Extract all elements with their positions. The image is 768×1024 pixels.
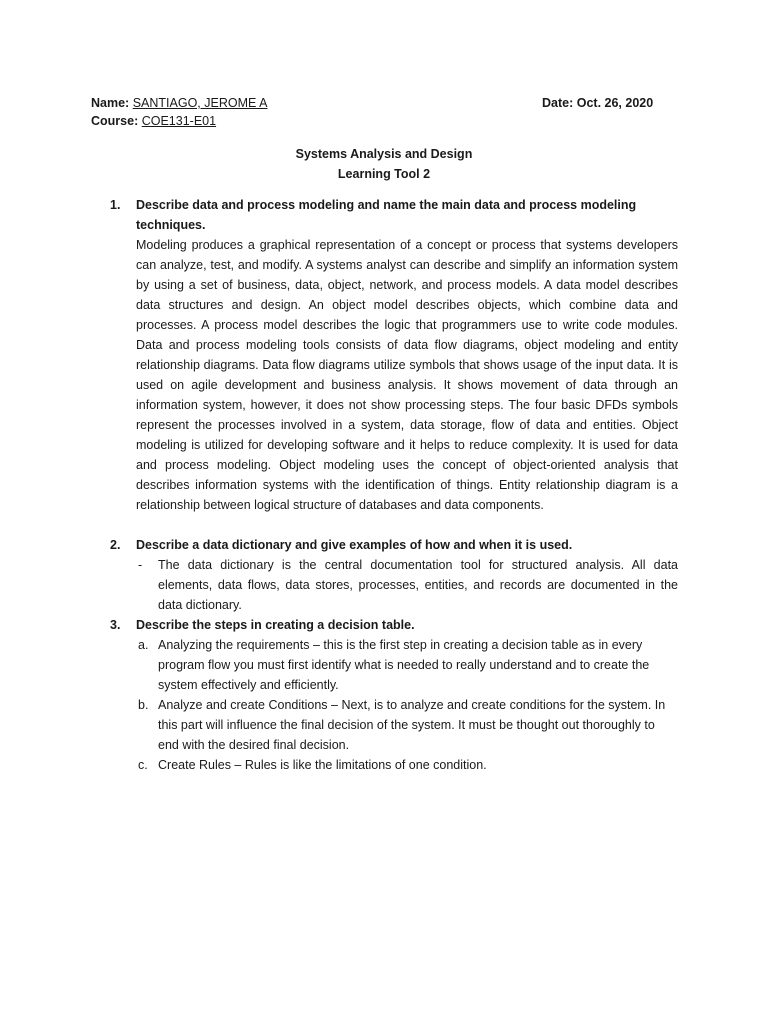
question-number: 1. [110, 198, 121, 212]
title-line-2: Learning Tool 2 [337, 167, 431, 181]
list-item-text: Analyzing the requirements – this is the first step in creating a decision table as in every program flow you must first identify what is needed to really understand and to create the system effectively and efficiently. [158, 638, 650, 692]
question-text: Describe data and process modeling and name the main data and process modeling techniques. [136, 198, 637, 232]
list-item [138, 755, 678, 775]
name-label: Name: [91, 96, 130, 110]
list-marker: c. [138, 758, 148, 772]
question-number: 2. [110, 538, 121, 552]
answer-text: Modeling produces a graphical representation of a concept or process that systems developers can analyze, test, and modify. A systems analyst can describe and simplify an information system by using a set of business, data, object, network, and process models. A data model describes data structures and design. An object model describes objects, which combine data and processes. A process model describes the logic that programmers use to write code modules. Data and process modeling tools consists of data flow diagrams, object modeling and entity relationship diagrams. Data flow diagrams utilize symbols that shows usage of the input data. It is used on agile development and business analysis. It shows movement of data through an information system, however, it does not show processing steps. The four basic DFDs symbols represent the processes involved in a system, data storage, flow of data and entities. Object modeling is utilized for developing software and it helps to reduce complexity. It is used for data and process modeling. Object modeling uses the concept of object-oriented analysis that describes information systems with the identification of things. Entity relationship diagram is a relationship between logical structure of databases and data components. [136, 238, 678, 512]
question-3 [110, 615, 678, 775]
document-title [0, 144, 768, 184]
list-item-text: The data dictionary is the central documentation tool for structured analysis. All data elements, data flows, data stores, processes, entities, and records are documented in the data dictionary. [158, 558, 678, 612]
question-number: 3. [110, 618, 121, 632]
list-marker: - [138, 558, 143, 572]
question-1 [110, 195, 678, 515]
title-line-1: Systems Analysis and Design [295, 147, 473, 161]
course-value: COE131-E01 [141, 114, 217, 128]
list-item-text: Create Rules – Rules is like the limitations of one condition. [158, 758, 487, 772]
list-item [138, 555, 678, 615]
list-marker: b. [138, 698, 149, 712]
list-item [138, 695, 678, 755]
question-2 [110, 535, 678, 615]
course-line [91, 111, 216, 131]
name-line [91, 93, 267, 113]
date-line: Date: Oct. 26, 2020 [542, 96, 654, 110]
name-value: SANTIAGO, JEROME A [132, 96, 268, 110]
course-label: Course: [91, 114, 139, 128]
list-item-text: Analyze and create Conditions – Next, is to analyze and create conditions for the system. In this part will influence the final decision of the system. It must be thought out thoroughly to end with the desired final decision. [158, 698, 666, 752]
question-text: Describe the steps in creating a decision table. [136, 618, 415, 632]
list-item [138, 635, 678, 695]
question-text: Describe a data dictionary and give examples of how and when it is used. [136, 538, 573, 552]
list-marker: a. [138, 638, 149, 652]
